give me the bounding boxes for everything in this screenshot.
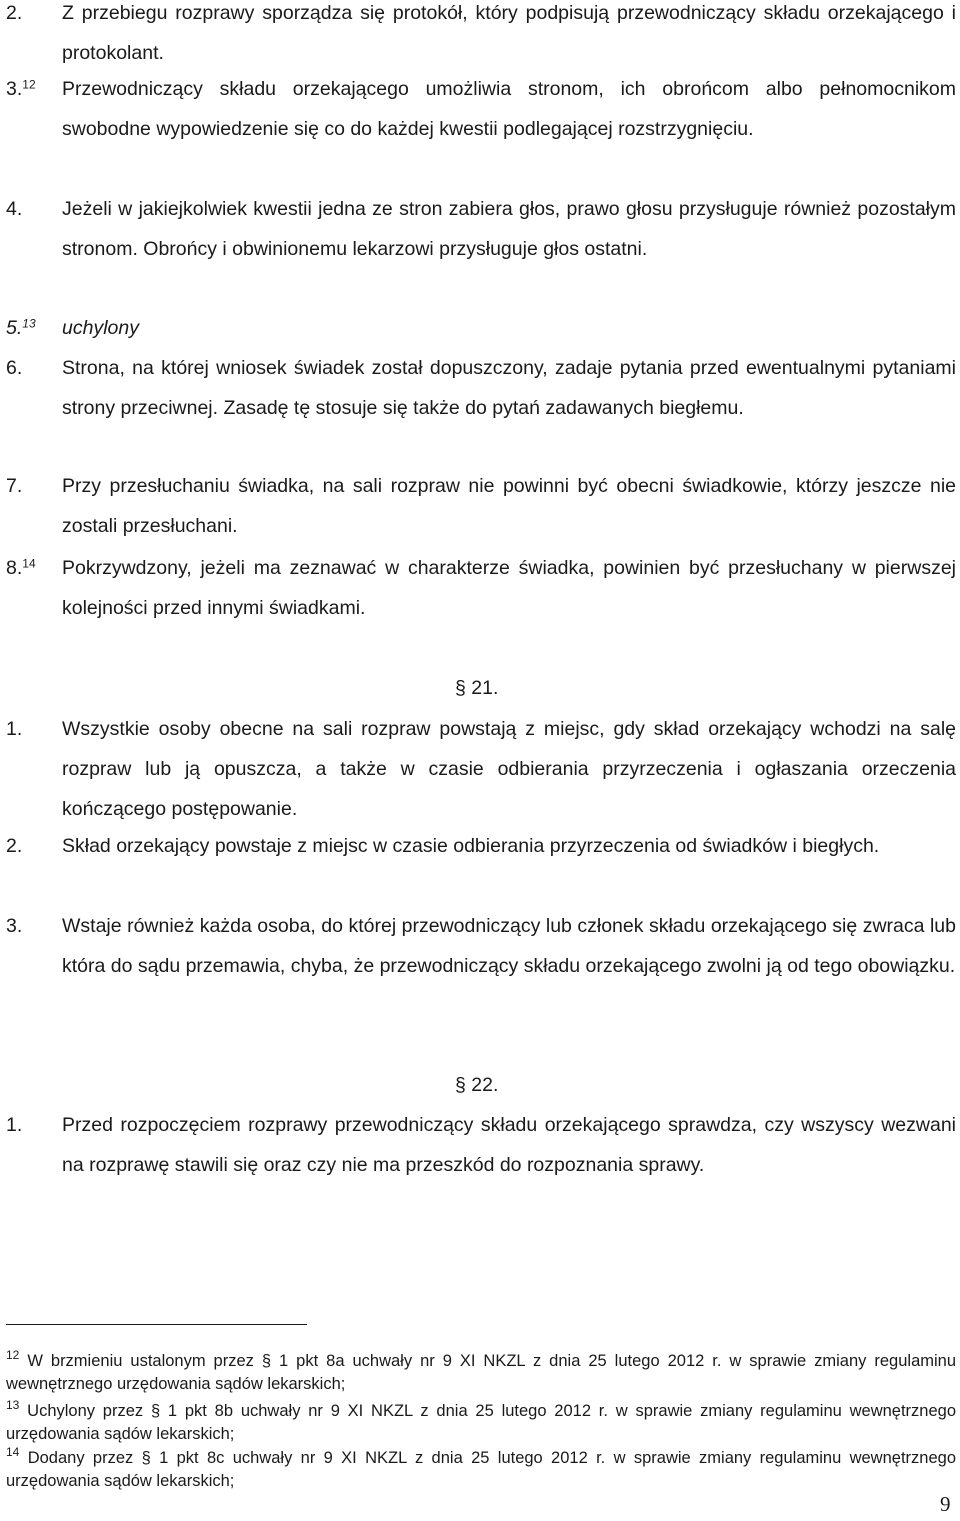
item-text: Skład orzekający powstaje z miejsc w czasie odbierania przyrzeczenia od świadków i biegłych. (62, 835, 880, 857)
section-22-item-1 (0, 1105, 956, 1185)
footnote-number: 13 (6, 1397, 20, 1412)
item-number: 3. (6, 915, 23, 937)
footnote-13 (6, 1397, 956, 1446)
footnote-number: 12 (6, 1347, 20, 1362)
item-text: Strona, na której wniosek świadek został dopuszczony, zadaje pytania przed ewentualnymi pytaniami strony przeciwnej. Zasadę tę stosuje się także do pytań zadawanych biegłemu. (62, 357, 956, 419)
item-number: 2. (6, 835, 23, 857)
item-number: 1. (6, 718, 23, 740)
paragraph-item-6 (0, 348, 956, 428)
item-text: Przewodniczący składu orzekającego umożliwia stronom, ich obrońcom albo pełnomocnikom swobodne wypowiedzenie się co do każdej kwestii podlegającej rozstrzygnięciu. (62, 78, 956, 140)
section-heading-21: § 21. (455, 677, 499, 699)
section-21-item-1 (0, 709, 956, 829)
paragraph-item-7 (0, 466, 956, 546)
item-text: Pokrzywdzony, jeżeli ma zeznawać w charakterze świadka, powinien być przesłuchany w pierwszej kolejności przed innymi świadkami. (62, 557, 956, 619)
paragraph-item-3 (0, 69, 956, 149)
item-text: Z przebiegu rozprawy sporządza się protokół, który podpisują przewodniczący składu orzekającego i protokolant. (62, 2, 956, 64)
footnote-14 (6, 1444, 956, 1493)
section-heading-22: § 22. (455, 1074, 499, 1096)
item-number: 4. (6, 198, 23, 220)
section-21-item-2 (0, 826, 956, 866)
paragraph-item-8 (0, 548, 956, 628)
paragraph-item-5 (0, 308, 956, 348)
footnote-ref: 12 (22, 77, 36, 92)
page-number: 9 (940, 1492, 951, 1516)
footnote-text: Uchylony przez § 1 pkt 8b uchwały nr 9 XI NKZL z dnia 25 lutego 2012 r. w sprawie zmiany regulaminu wewnętrznego urzędowania sądów lekarskich; (6, 1402, 956, 1443)
paragraph-item-2 (0, 0, 956, 73)
item-number: 6. (6, 357, 23, 379)
item-text: Wszystkie osoby obecne na sali rozpraw powstają z miejsc, gdy skład orzekający wchodzi na salę rozpraw lub ją opuszcza, a także w czasie odbierania przyrzeczenia i ogłaszania orzeczenia kończącego postępowanie. (62, 718, 956, 820)
item-number: 7. (6, 475, 23, 497)
item-text: uchylony (62, 317, 139, 339)
section-21-item-3 (0, 906, 956, 986)
item-number: 5.13 (6, 316, 36, 339)
footnote-separator (6, 1324, 307, 1325)
item-text: Przy przesłuchaniu świadka, na sali rozpraw nie powinni być obecni świadkowie, którzy jeszcze nie zostali przesłuchani. (62, 475, 956, 537)
item-text: Wstaje również każda osoba, do której przewodniczący lub członek składu orzekającego się zwraca lub która do sądu przemawia, chyba, że przewodniczący składu orzekającego zwolni ją od tego obowiązku. (62, 915, 956, 977)
item-number: 2. (6, 2, 23, 24)
footnote-text: W brzmieniu ustalonym przez § 1 pkt 8a uchwały nr 9 XI NKZL z dnia 25 lutego 2012 r. w sprawie zmiany regulaminu wewnętrznego urzędowania sądów lekarskich; (6, 1352, 957, 1393)
item-number: 8.14 (6, 556, 36, 579)
item-number: 1. (6, 1114, 23, 1136)
footnote-number: 14 (6, 1444, 20, 1459)
item-text: Przed rozpoczęciem rozprawy przewodniczący składu orzekającego sprawdza, czy wszyscy wezwani na rozprawę stawili się oraz czy nie ma przeszkód do rozpoznania sprawy. (62, 1114, 956, 1176)
footnote-ref: 14 (22, 556, 36, 571)
footnote-12 (6, 1347, 957, 1396)
footnote-text: Dodany przez § 1 pkt 8c uchwały nr 9 XI NKZL z dnia 25 lutego 2012 r. w sprawie zmiany regulaminu wewnętrznego urzędowania sądów lekarskich; (6, 1449, 956, 1490)
item-number: 3.12 (6, 77, 36, 100)
paragraph-item-4 (0, 189, 956, 269)
item-text: Jeżeli w jakiejkolwiek kwestii jedna ze stron zabiera głos, prawo głosu przysługuje również pozostałym stronom. Obrońcy i obwinionemu lekarzowi przysługuje głos ostatni. (62, 198, 956, 260)
footnote-ref: 13 (22, 316, 36, 331)
